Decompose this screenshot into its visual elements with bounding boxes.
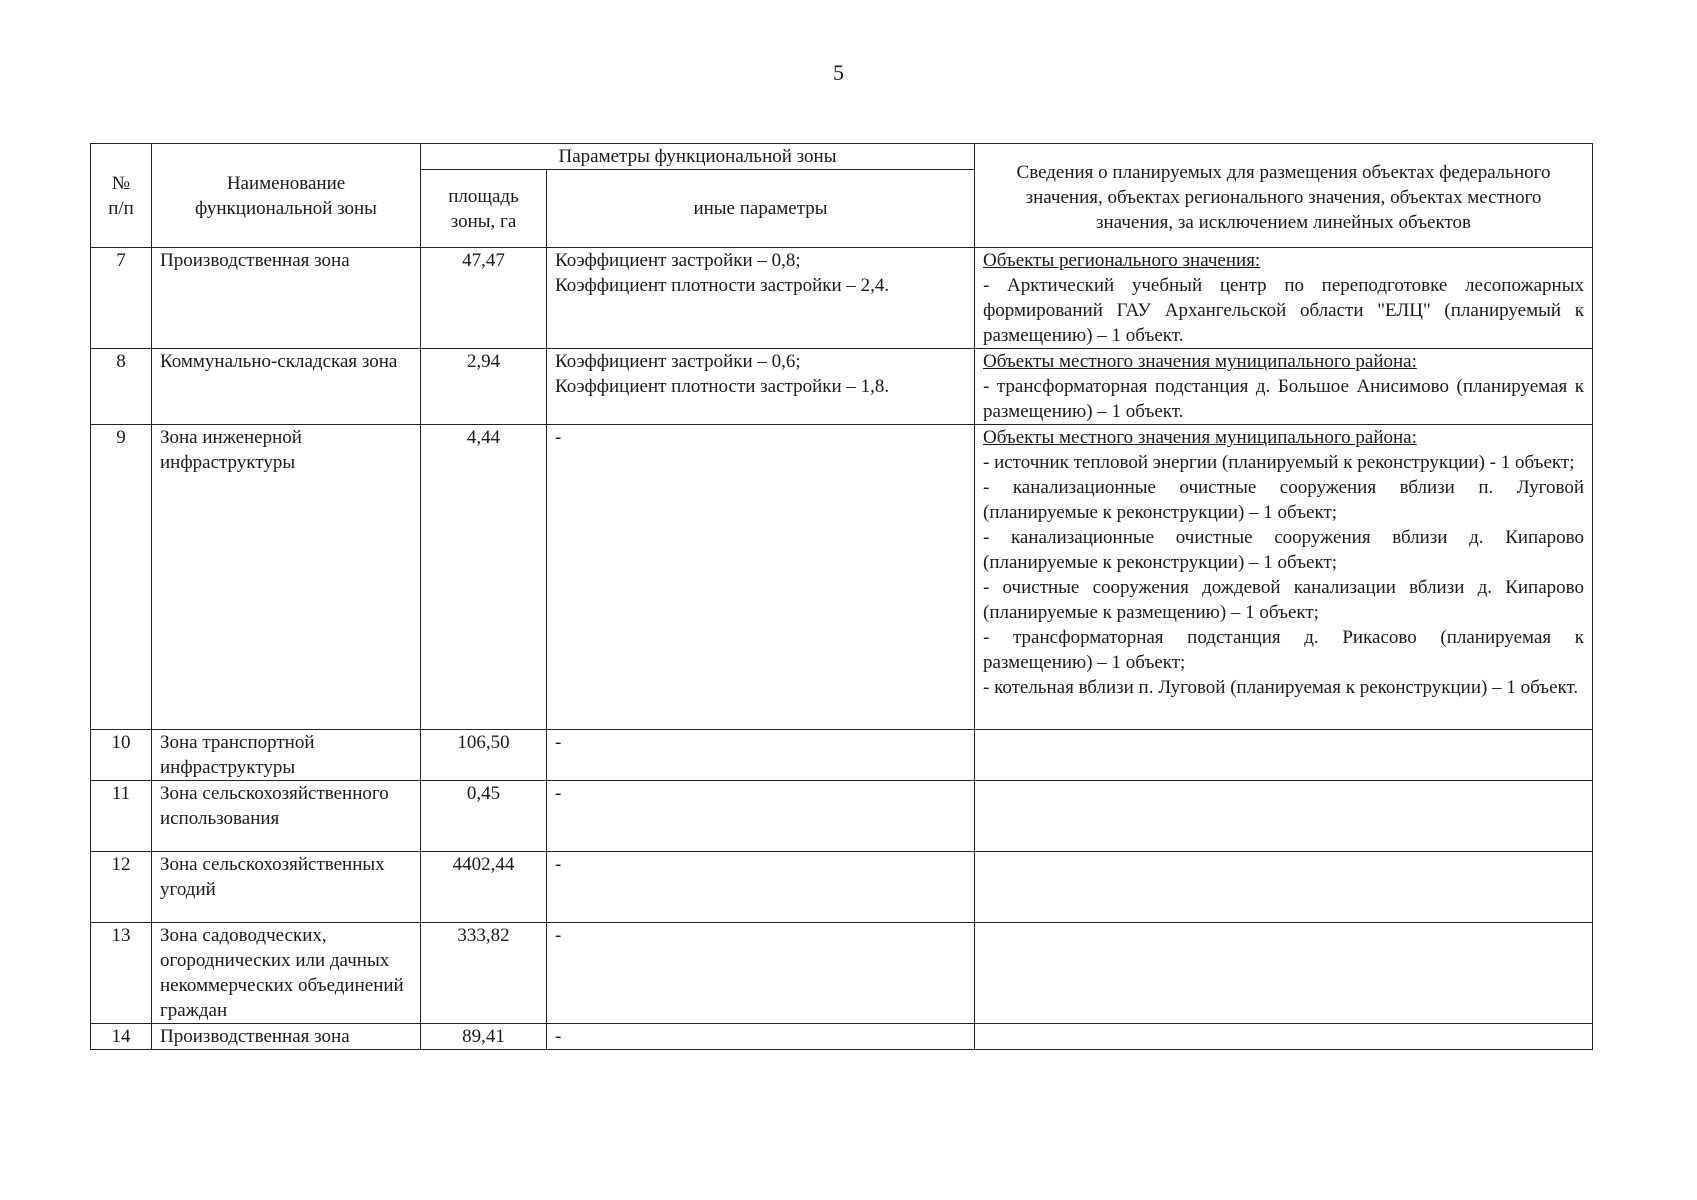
- header-info: Сведения о планируемых для размещения объектах федерального значения, объектах регионального значения, объектах местного значения, за исключением линейных объектов: [975, 144, 1593, 248]
- zone-params: [547, 349, 975, 425]
- row-number: 9: [91, 425, 152, 730]
- planned-objects-info: [975, 425, 1593, 730]
- info-heading: Объекты регионального значения:: [983, 250, 1261, 271]
- header-area: площадь зоны, га: [421, 170, 547, 248]
- zone-area: 4402,44: [421, 852, 547, 923]
- zone-area: 333,82: [421, 923, 547, 1024]
- planned-objects-info: [975, 349, 1593, 425]
- row-number: 12: [91, 852, 152, 923]
- info-item: - Арктический учебный центр по переподготовке лесопожарных формирований ГАУ Архангельской области "ЕЛЦ" (планируемый к размещению) – 1 объект.: [983, 275, 1584, 346]
- planned-objects-info: [975, 248, 1593, 349]
- param-line: Коэффициент плотности застройки – 1,8.: [555, 376, 890, 397]
- planned-objects-info: [975, 730, 1593, 781]
- param-line: -: [555, 925, 562, 946]
- info-item: - источник тепловой энергии (планируемый к реконструкции) - 1 объект;: [983, 452, 1575, 473]
- param-line: Коэффициент застройки – 0,8;: [555, 250, 801, 271]
- header-name: Наименование функциональной зоны: [152, 144, 421, 248]
- table-row: [91, 1024, 1593, 1050]
- zone-name: Зона инженерной инфраструктуры: [152, 425, 421, 730]
- param-line: -: [555, 783, 562, 804]
- zone-area: 106,50: [421, 730, 547, 781]
- zone-params: [547, 248, 975, 349]
- zone-params: [547, 425, 975, 730]
- param-line: -: [555, 732, 562, 753]
- row-number: 14: [91, 1024, 152, 1050]
- planned-objects-info: [975, 781, 1593, 852]
- param-line: -: [555, 427, 562, 448]
- header-params-group: Параметры функциональной зоны: [421, 144, 975, 170]
- row-number: 13: [91, 923, 152, 1024]
- info-item: - трансформаторная подстанция д. Большое Анисимово (планируемая к размещению) – 1 объект.: [983, 376, 1584, 422]
- row-number: 10: [91, 730, 152, 781]
- row-number: 7: [91, 248, 152, 349]
- info-item: - канализационные очистные сооружения вблизи д. Кипарово (планируемые к реконструкции) – 1 объект;: [983, 527, 1584, 573]
- planned-objects-info: [975, 852, 1593, 923]
- zone-name: Зона садоводческих, огороднических или дачных некоммерческих объединений граждан: [152, 923, 421, 1024]
- table-row: [91, 923, 1593, 1024]
- zones-table: [90, 143, 1593, 1050]
- param-line: -: [555, 1026, 562, 1047]
- info-item: - канализационные очистные сооружения вблизи п. Луговой (планируемые к реконструкции) – 1 объект;: [983, 477, 1584, 523]
- planned-objects-info: [975, 1024, 1593, 1050]
- info-item: - котельная вблизи п. Луговой (планируемая к реконструкции) – 1 объект.: [983, 677, 1579, 698]
- table-row: [91, 349, 1593, 425]
- info-heading: Объекты местного значения муниципального района:: [983, 427, 1417, 448]
- zone-name: Производственная зона: [152, 1024, 421, 1050]
- param-line: Коэффициент застройки – 0,6;: [555, 351, 801, 372]
- param-line: -: [555, 854, 562, 875]
- zone-area: 2,94: [421, 349, 547, 425]
- zone-params: [547, 730, 975, 781]
- zone-area: 47,47: [421, 248, 547, 349]
- zone-name: Зона сельскохозяйственного использования: [152, 781, 421, 852]
- table-row: [91, 852, 1593, 923]
- planned-objects-info: [975, 923, 1593, 1024]
- row-number: 8: [91, 349, 152, 425]
- zone-params: [547, 852, 975, 923]
- table-body: [91, 248, 1593, 1050]
- info-item: - трансформаторная подстанция д. Рикасово (планируемая к размещению) – 1 объект;: [983, 627, 1584, 673]
- zone-area: 89,41: [421, 1024, 547, 1050]
- info-item: - очистные сооружения дождевой канализации вблизи д. Кипарово (планируемые к размещению) – 1 объект;: [983, 577, 1584, 623]
- zone-area: 0,45: [421, 781, 547, 852]
- param-line: Коэффициент плотности застройки – 2,4.: [555, 275, 890, 296]
- info-heading: Объекты местного значения муниципального района:: [983, 351, 1417, 372]
- header-other-params: иные параметры: [547, 170, 975, 248]
- zone-params: [547, 781, 975, 852]
- zone-area: 4,44: [421, 425, 547, 730]
- zone-name: Зона сельскохозяйственных угодий: [152, 852, 421, 923]
- table-row: [91, 248, 1593, 349]
- header-num: № п/п: [91, 144, 152, 248]
- table-row: [91, 425, 1593, 730]
- zone-name: Коммунально-складская зона: [152, 349, 421, 425]
- zone-params: [547, 923, 975, 1024]
- page-number: 5: [833, 60, 844, 85]
- row-number: 11: [91, 781, 152, 852]
- zone-name: Зона транспортной инфраструктуры: [152, 730, 421, 781]
- table-row: [91, 781, 1593, 852]
- zone-name: Производственная зона: [152, 248, 421, 349]
- table-row: [91, 730, 1593, 781]
- zone-params: [547, 1024, 975, 1050]
